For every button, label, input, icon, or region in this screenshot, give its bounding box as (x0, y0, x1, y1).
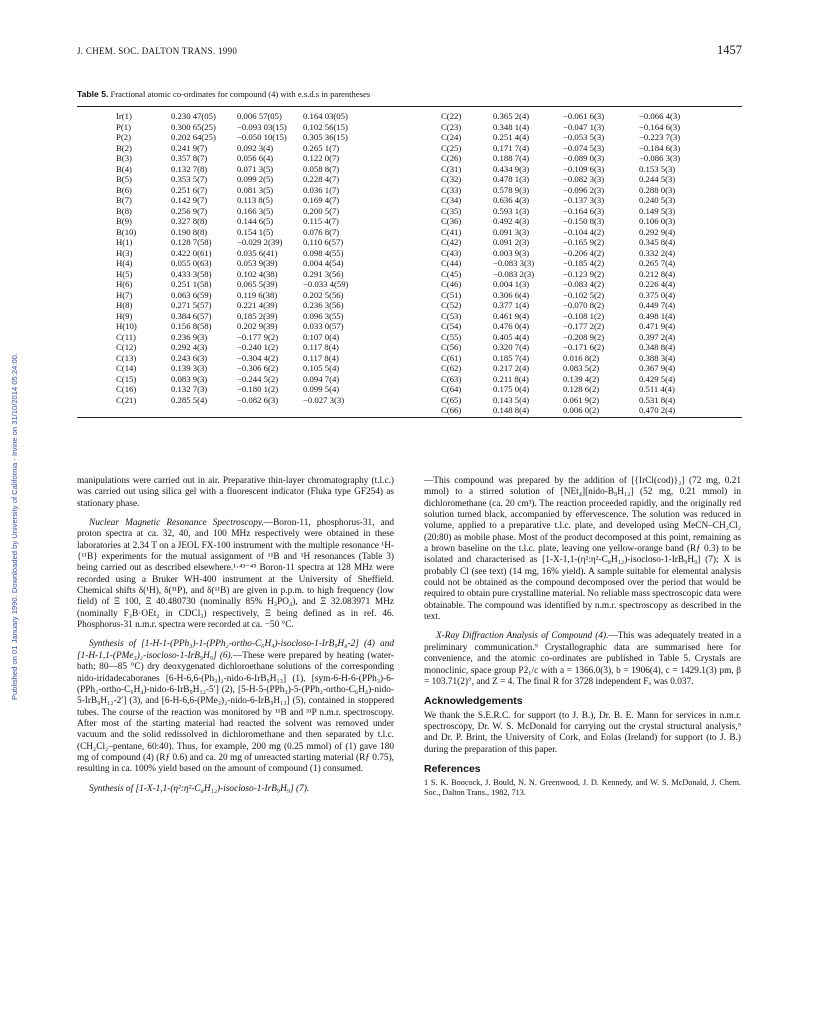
coordinate-value: −0.083 3(3) (493, 258, 535, 268)
coordinate-value: 0.065 5(39) (237, 279, 278, 289)
coordinate-value: 0.117 8(4) (303, 342, 339, 352)
coordinate-value: 0.256 9(7) (171, 205, 208, 216)
atom-label: C(54) (441, 321, 462, 331)
coordinate-value: 0.122 0(7) (303, 153, 340, 163)
coordinate-value: 0.004 4(54) (303, 258, 344, 268)
atom-label: C(55) (441, 331, 462, 342)
coordinate-value: 0.175 0(4) (493, 384, 530, 394)
coordinate-value: −0.050 10(15) (237, 132, 287, 142)
atom-label: B(8) (116, 205, 132, 216)
atom-label: H(7) (116, 289, 133, 300)
coordinate-value: 0.110 6(57) (303, 237, 344, 247)
coordinate-value: 0.071 3(5) (237, 163, 274, 174)
coordinate-value: −0.104 4(2) (563, 226, 605, 237)
coordinate-value: −0.240 1(2) (237, 342, 279, 352)
coordinate-value: −0.206 4(2) (563, 247, 605, 258)
coordinate-value: 0.035 6(41) (237, 247, 278, 258)
running-head (77, 43, 742, 60)
coordinate-value: 0.300 65(25) (171, 121, 216, 132)
coordinate-value: 0.636 4(3) (493, 195, 530, 205)
references-heading: References (424, 762, 481, 775)
atom-label: C(51) (441, 289, 462, 300)
coordinate-value: 0.305 36(15) (303, 132, 348, 142)
coordinate-value: 0.292 4(3) (171, 342, 208, 352)
download-watermark (0, 0, 22, 1032)
coordinate-value: −0.027 3(3) (303, 394, 345, 405)
section-title: X-Ray Diffraction Analysis of Compound (4). (436, 631, 609, 642)
coordinate-value: 0.511 4(4) (639, 384, 675, 394)
coordinate-value: 0.156 8(58) (171, 321, 212, 331)
coordinate-value: 0.096 3(55) (303, 310, 344, 321)
coordinate-value: 0.221 4(39) (237, 300, 278, 310)
coordinate-value: 0.098 4(55) (303, 247, 344, 258)
atom-label: H(1) (116, 237, 133, 247)
paragraph-body: —Boron-11, phosphorus-31, and proton spectra at ca. 32, 40, and 100 MHz respectively were obtained in these laboratories at 2.34 T on a JEOL FX-100 instrument with the multiple resonance ¹H-{¹¹B} experiments for the mutual assignment of ¹¹B and ¹H resonances (Table 3) being carried out as described elsewhere.¹·⁴³⁻⁴⁵ Boron-11 spectra at 128 MHz were recorded using a Bruker WH-400 instrument at the University of Sheffield. Chemical shifts δ(¹H), δ(³¹P), and δ(¹¹B) are given in p.p.m. to high frequency (low field) of Ξ 100, Ξ 40.480730 (nominally 85% H₃PO₄), and Ξ 32.083971 MHz (nominally F₃B·OEt₂ in CDCl₃) respectively, Ξ being defined as in ref. 46. Phosphorus-31 n.m.r. spectra were recorded at ca. −50 °C. (77, 518, 394, 631)
atom-label: B(10) (116, 226, 137, 237)
coordinate-value: 0.251 1(58) (171, 279, 212, 289)
coordinate-value: −0.177 2(2) (563, 321, 605, 331)
coordinate-value: 0.016 8(2) (563, 352, 600, 363)
paragraph-body: —These were prepared by heating (water-bath; 80—85 °C) dry deoxygenated dichloroethane solutions of the corresponding nido-iridadecaboranes [6-H-6,6-(Ph₃)₂-nido-6-IrB₉H₁₃] (1), [sym-6-H-6-(PPh₃)-6-(PPh₂-ortho-C₆H₄)-nido-6-IrB₉H₁₂-5′] (2), [5-H-5-(PPh₃)-5-(PPh₂-ortho-C₆H₄)-nido-5-IrB₉H₁₂-2′] (3), and [6-H-6,6-(PMe₃)₂-nido-6-IrB₉H₁₃] (5), contained in stoppered tubes. The course of the reaction was monitored by ¹¹B and ³¹P n.m.r. spectroscopy. After most of the starting material had reacted the solvent was removed under vacuum and the solid redissolved in dichloromethane and then separated by t.l.c. (CH₂Cl₂–pentane, 60:40). Thus, for example, 200 mg (0.25 mmol) of (1) gave 180 mg of compound (4) (Rƒ 0.6) and ca. 20 mg of unreacted starting material (Rƒ 0.75), resulting in ca. 100% yield based on the amount of compound (1) consumed. (77, 650, 394, 775)
coordinate-value: 0.102 4(38) (237, 268, 278, 279)
coordinate-value: −0.208 9(2) (563, 331, 605, 342)
coordinate-value: 0.422 0(61) (171, 247, 212, 258)
atom-label: C(53) (441, 310, 462, 321)
atom-label: C(33) (441, 184, 462, 195)
coordinate-value: 0.434 9(3) (493, 163, 530, 174)
atom-label: H(9) (116, 310, 133, 321)
paragraph: manipulations were carried out in air. Preparative thin-layer chromatography (t.l.c.) was carried out using silica gel with a fluorescent indicator (Fluka type GF254) as stationary phase. (77, 476, 394, 509)
table-label: Table 5. (77, 89, 109, 99)
coordinate-value: 0.107 0(4) (303, 331, 340, 342)
coordinate-value: 0.285 5(4) (171, 394, 208, 405)
coordinate-value: 0.142 9(7) (171, 195, 208, 205)
coordinate-value: 0.003 9(3) (493, 247, 530, 258)
coordinate-value: −0.061 6(3) (563, 111, 605, 121)
atom-label: C(23) (441, 121, 462, 132)
coordinate-value: −0.150 8(3) (563, 216, 605, 226)
coordinate-value: 0.099 5(4) (303, 384, 340, 394)
atom-label: C(63) (441, 373, 462, 384)
atom-label: B(2) (116, 142, 132, 153)
coordinate-value: 0.292 9(4) (639, 226, 676, 237)
atom-label: C(21) (116, 394, 137, 405)
coordinate-value: 0.228 4(7) (303, 174, 340, 184)
coordinate-value: 0.036 1(7) (303, 184, 340, 195)
coordinate-value: 0.144 6(5) (237, 216, 274, 226)
coordinate-value: 0.251 4(4) (493, 132, 530, 142)
paragraph-body: —This was adequately treated in a preliminary communication.⁹ Crystallographic data are summarised here for convenience, and the atomic co-ordinates are published in Table 5. Crystals are monoclinic, space group P2₁/c with a = 1366.0(3), b = 1906(4), c = 1429.1(3) pm, β = 103.71(2)°, and Z = 4. The final R for 3728 independent Fₒ was 0.037. (424, 631, 741, 687)
atom-label: H(6) (116, 279, 133, 289)
coordinate-value: −0.165 9(2) (563, 237, 605, 247)
coordinate-value: 0.148 8(4) (493, 405, 530, 415)
atom-label: C(61) (441, 352, 462, 363)
coordinate-value: 0.405 4(4) (493, 331, 530, 342)
left-text-column (77, 476, 394, 803)
table-caption-text: Fractional atomic co-ordinates for compound (4) with e.s.d.s in parentheses (108, 89, 371, 99)
watermark-text: Published on 01 January 1990. Downloaded by University of California - Irvine on 31/10/2014 05:24:00. (10, 352, 19, 700)
coordinate-value: 0.353 5(7) (171, 174, 208, 184)
coordinate-value: 0.332 2(4) (639, 247, 676, 258)
coordinate-value: 0.092 3(4) (237, 142, 274, 153)
table-top-rule (77, 106, 742, 107)
coordinate-value: 0.578 9(3) (493, 184, 530, 195)
coordinate-value: 0.320 7(4) (493, 342, 530, 352)
coordinate-value: 0.169 4(7) (303, 195, 340, 205)
coordinate-value: 0.185 7(4) (493, 352, 530, 363)
coordinate-value: 0.375 0(4) (639, 289, 676, 300)
coordinate-value: −0.137 3(3) (563, 195, 605, 205)
paragraph: —This compound was prepared by the addition of [{IrCl(cod)}₂] (72 mg, 0.21 mmol) to a stirred solution of [NEt₄][nido-B₉H₁₂] (52 mg, 0.21 mmol) in dichloromethane (ca. 20 cm³). The reaction proceeded rapidly, and the originally red solution turned black, accompanied by effervescence. The solution was reduced in volume, applied to a preparative t.l.c. plate, and developed using MeCN–CH₂Cl₂ (20:80) as mobile phase. Most of the product decomposed at this point, remaining as a brown baseline on the t.l.c. plate, leaving one yellow-orange band (Rƒ 0.3) to be isolated and characterised as [1-X-1,1-(η²:η²-C₈H₁₂)-isocloso-1-IrB₉H₉] (7); X is probably Cl (see text) (14 mg, 16% yield). A sample suitable for elemental analysis could not be obtained as the compound decomposed over the period that would be required to obtain pure crystalline material. No reliable mass spectroscopic data were obtainable. The compound was identified by n.m.r. spectroscopy as described in the text. (424, 476, 742, 623)
coordinate-value: −0.033 4(59) (303, 279, 349, 289)
coordinate-value: 0.531 8(4) (639, 394, 676, 405)
coordinate-value: 0.099 2(5) (237, 174, 274, 184)
coordinate-value: 0.202 5(56) (303, 289, 344, 300)
coordinate-value: −0.304 4(2) (237, 352, 279, 363)
atom-label: C(11) (116, 331, 136, 342)
coordinate-value: 0.105 5(4) (303, 363, 340, 373)
atom-label: H(10) (116, 321, 137, 331)
coordinate-value: −0.108 1(2) (563, 310, 605, 321)
coordinate-value: 0.202 9(39) (237, 321, 278, 331)
coordinate-value: −0.164 6(3) (563, 205, 605, 216)
atom-label: C(45) (441, 268, 462, 279)
coordinate-value: 0.367 9(4) (639, 363, 676, 373)
coordinate-value: 0.164 03(05) (303, 111, 348, 121)
coordinate-value: −0.089 0(3) (563, 153, 605, 163)
atom-label: H(8) (116, 300, 133, 310)
atom-label: C(26) (441, 153, 462, 163)
coordinate-value: 0.119 6(38) (237, 289, 278, 300)
coordinate-value: 0.058 8(7) (303, 163, 340, 174)
atom-label: B(5) (116, 174, 132, 184)
coordinate-value: −0.164 6(3) (639, 121, 681, 132)
coordinate-value: −0.029 2(39) (237, 237, 283, 247)
coordinate-value: 0.171 7(4) (493, 142, 530, 153)
atom-label: C(16) (116, 384, 137, 394)
coordinate-value: 0.388 3(4) (639, 352, 676, 363)
coordinate-value: −0.047 1(3) (563, 121, 605, 132)
coordinate-value: −0.083 4(2) (563, 279, 605, 289)
coordinate-value: 0.185 2(39) (237, 310, 278, 321)
coordinate-value: 0.200 5(7) (303, 205, 340, 216)
coordinate-value: 0.128 6(2) (563, 384, 600, 394)
coordinate-value: 0.476 0(4) (493, 321, 530, 331)
coordinate-value: −0.082 6(3) (237, 394, 279, 405)
reference-1: 1 S. K. Boocock, J. Bould, N. N. Greenwood, J. D. Kennedy, and W. S. McDonald, J. Chem. Soc., Dalton Trans., 1982, 713. (424, 778, 741, 798)
atom-label: C(25) (441, 142, 462, 153)
coordinate-value: 0.357 8(7) (171, 153, 208, 163)
coordinate-value: −0.053 5(3) (563, 132, 605, 142)
coordinate-value: 0.083 9(3) (171, 373, 208, 384)
atom-label: Ir(1) (116, 111, 132, 121)
coordinate-value: −0.093 03(15) (237, 121, 287, 132)
coordinate-value: 0.492 4(3) (493, 216, 530, 226)
atom-label: C(32) (441, 174, 462, 184)
coordinate-value: 0.055 0(63) (171, 258, 212, 268)
coordinate-value: 0.153 5(3) (639, 163, 676, 174)
coordinate-value: −0.123 9(2) (563, 268, 605, 279)
atom-label: C(31) (441, 163, 462, 174)
coordinate-value: 0.251 6(7) (171, 184, 208, 195)
section-title: Nuclear Magnetic Resonance Spectroscopy. (89, 518, 264, 529)
table-caption (77, 89, 370, 99)
coordinate-value: −0.096 2(3) (563, 184, 605, 195)
coordinate-value: 0.106 0(3) (639, 216, 676, 226)
coordinate-value: 0.091 2(3) (493, 237, 530, 247)
coordinate-value: 0.433 3(58) (171, 268, 212, 279)
coordinate-value: 0.056 6(4) (237, 153, 274, 163)
coordinate-value: 0.033 0(57) (303, 321, 344, 331)
coordinate-value: 0.094 7(4) (303, 373, 340, 384)
coordinate-value: 0.091 3(3) (493, 226, 530, 237)
coordinate-value: 0.132 7(3) (171, 384, 208, 394)
atom-label: C(35) (441, 205, 462, 216)
atom-label: H(3) (116, 247, 133, 258)
coordinate-value: 0.188 7(4) (493, 153, 530, 163)
section-title: Synthesis of [1-H-1-(PPh₃)-1-(PPh₂-ortho-C₆H₄)-isocloso-1-IrB₉H₈-2] (4) and [1-H-1,1-(PMe₃)₂-isocloso-1-IrB₉H₉] (6). (77, 639, 394, 661)
coordinate-value: 0.230 47(05) (171, 111, 216, 121)
coordinate-value: 0.365 2(4) (493, 111, 530, 121)
coordinate-value: 0.306 6(4) (493, 289, 530, 300)
coordinate-value: 0.498 1(4) (639, 310, 676, 321)
coordinate-value: −0.109 6(3) (563, 163, 605, 174)
acknowledgements-heading: Acknowledgements (424, 695, 523, 708)
coordinate-value: 0.154 1(5) (237, 226, 274, 237)
atom-label: C(44) (441, 258, 462, 268)
acknowledgements-text: We thank the S.E.R.C. for support (to J. B.), Dr. B. E. Mann for services in n.m.r. spectroscopy, Dr. W. S. McDonald for carrying out the crystal structural analysis,⁹ and Dr. P. Brint, the University of Cork, and Eolas (Ireland) for support (to J. B.) during the preparation of this paper. (424, 710, 741, 755)
coordinate-value: 0.244 5(3) (639, 174, 676, 184)
coordinate-value: −0.306 6(2) (237, 363, 279, 373)
coordinate-value: −0.102 5(2) (563, 289, 605, 300)
atom-label: C(41) (441, 226, 462, 237)
coordinate-value: −0.066 4(3) (639, 111, 681, 121)
coordinate-value: 0.265 7(4) (639, 258, 676, 268)
coordinate-value: 0.377 1(4) (493, 300, 530, 310)
coordinate-value: 0.132 7(8) (171, 163, 208, 174)
coordinate-value: 0.348 1(4) (493, 121, 530, 132)
coordinate-value: 0.291 3(56) (303, 268, 344, 279)
coordinate-value: 0.061 9(2) (563, 394, 600, 405)
coordinate-value: −0.180 1(2) (237, 384, 279, 394)
atom-label: B(3) (116, 153, 132, 163)
coordinate-value: 0.478 1(3) (493, 174, 530, 184)
xray-paragraph (424, 631, 741, 688)
coordinate-value: 0.128 7(58) (171, 237, 212, 247)
coordinate-value: 0.240 5(3) (639, 195, 676, 205)
coordinate-value: −0.074 5(3) (563, 142, 605, 153)
coordinate-value: 0.461 9(4) (493, 310, 530, 321)
coordinate-value: 0.143 5(4) (493, 394, 530, 405)
coordinate-value: 0.139 4(2) (563, 373, 600, 384)
atom-label: C(34) (441, 195, 462, 205)
atom-label: H(5) (116, 268, 133, 279)
coordinate-value: 0.265 1(7) (303, 142, 340, 153)
coordinate-value: 0.211 8(4) (493, 373, 529, 384)
coordinate-value: −0.184 6(3) (639, 142, 681, 153)
coordinate-value: 0.348 8(4) (639, 342, 676, 352)
atom-label: C(22) (441, 111, 462, 121)
coordinate-value: 0.217 2(4) (493, 363, 530, 373)
page-number: 1457 (717, 43, 742, 57)
coordinate-value: 0.004 1(3) (493, 279, 530, 289)
atom-label: C(12) (116, 342, 137, 352)
coordinate-value: −0.223 7(3) (639, 132, 681, 142)
coordinate-value: 0.083 5(2) (563, 363, 600, 373)
nmr-paragraph (77, 518, 394, 631)
coordinate-value: 0.345 8(4) (639, 237, 676, 247)
atom-label: C(14) (116, 363, 137, 373)
coordinate-value: −0.086 3(3) (639, 153, 681, 163)
coordinate-value: 0.236 9(3) (171, 331, 208, 342)
atom-label: C(42) (441, 237, 462, 247)
coordinate-value: 0.190 8(8) (171, 226, 208, 237)
coordinate-value: 0.006 0(2) (563, 405, 600, 415)
atom-label: C(64) (441, 384, 462, 394)
coordinate-value: 0.149 5(3) (639, 205, 676, 216)
atom-label: C(62) (441, 363, 462, 373)
coordinate-value: 0.117 8(4) (303, 352, 339, 363)
synthesis-7-title-paragraph (77, 784, 394, 795)
coordinate-value: 0.076 8(7) (303, 226, 340, 237)
coordinate-value: 0.081 3(5) (237, 184, 274, 195)
atom-label: B(6) (116, 184, 132, 195)
right-text-column (424, 476, 741, 798)
atom-label: C(52) (441, 300, 462, 310)
coordinate-value: 0.212 8(4) (639, 268, 676, 279)
coordinate-value: 0.063 6(59) (171, 289, 212, 300)
atom-label: C(56) (441, 342, 462, 352)
atom-label: B(4) (116, 163, 132, 174)
atom-label: B(9) (116, 216, 132, 226)
atom-label: C(36) (441, 216, 462, 226)
coordinate-value: 0.271 5(57) (171, 300, 212, 310)
coordinate-value: −0.083 2(3) (493, 268, 535, 279)
atom-label: C(43) (441, 247, 462, 258)
atom-label: C(46) (441, 279, 462, 289)
atom-label: B(7) (116, 195, 132, 205)
coordinate-value: 0.471 9(4) (639, 321, 676, 331)
coordinate-value: 0.288 0(3) (639, 184, 676, 195)
atom-label: H(4) (116, 258, 133, 268)
coordinate-value: 0.449 7(4) (639, 300, 676, 310)
coordinate-value: 0.166 3(5) (237, 205, 274, 216)
coordinate-value: −0.082 3(3) (563, 174, 605, 184)
coordinate-value: 0.384 6(57) (171, 310, 212, 321)
section-title: Synthesis of [1-X-1,1-(η²:η²-C₈H₁₂)-isocloso-1-IrB₉H₉] (7). (89, 783, 310, 794)
journal-title: J. CHEM. SOC. DALTON TRANS. 1990 (77, 46, 238, 56)
coordinate-value: 0.241 9(7) (171, 142, 208, 153)
coordinate-value: 0.102 56(15) (303, 121, 348, 132)
coordinate-value: 0.113 8(5) (237, 195, 273, 205)
coordinate-value: 0.053 9(39) (237, 258, 278, 268)
coordinate-value: 0.236 3(56) (303, 300, 344, 310)
coordinate-value: 0.226 4(4) (639, 279, 676, 289)
atom-label: C(65) (441, 394, 462, 405)
coordinate-value: −0.177 9(2) (237, 331, 279, 342)
table-bottom-rule (77, 417, 742, 418)
coordinate-value: −0.171 6(2) (563, 342, 605, 352)
atom-label: C(66) (441, 405, 462, 415)
coordinate-value: 0.115 4(7) (303, 216, 339, 226)
coordinate-value: −0.185 4(2) (563, 258, 605, 268)
atom-label: P(1) (116, 121, 131, 132)
coordinate-value: −0.070 8(2) (563, 300, 605, 310)
synthesis-4-6-paragraph (77, 639, 394, 775)
coordinate-value: 0.429 5(4) (639, 373, 676, 384)
atom-label: C(13) (116, 352, 137, 363)
atom-label: C(24) (441, 132, 462, 142)
coordinate-value: 0.202 64(25) (171, 132, 216, 142)
coordinate-value: 0.397 2(4) (639, 331, 676, 342)
coordinate-value: 0.593 1(3) (493, 205, 530, 216)
atom-label: P(2) (116, 132, 131, 142)
coordinate-value: −0.244 5(2) (237, 373, 279, 384)
coordinate-value: 0.243 6(3) (171, 352, 208, 363)
coordinate-value: 0.139 3(3) (171, 363, 208, 373)
coordinate-value: 0.327 8(8) (171, 216, 208, 226)
coordinate-value: 0.006 57(05) (237, 111, 282, 121)
coordinate-value: 0.470 2(4) (639, 405, 676, 415)
atom-label: C(15) (116, 373, 137, 384)
